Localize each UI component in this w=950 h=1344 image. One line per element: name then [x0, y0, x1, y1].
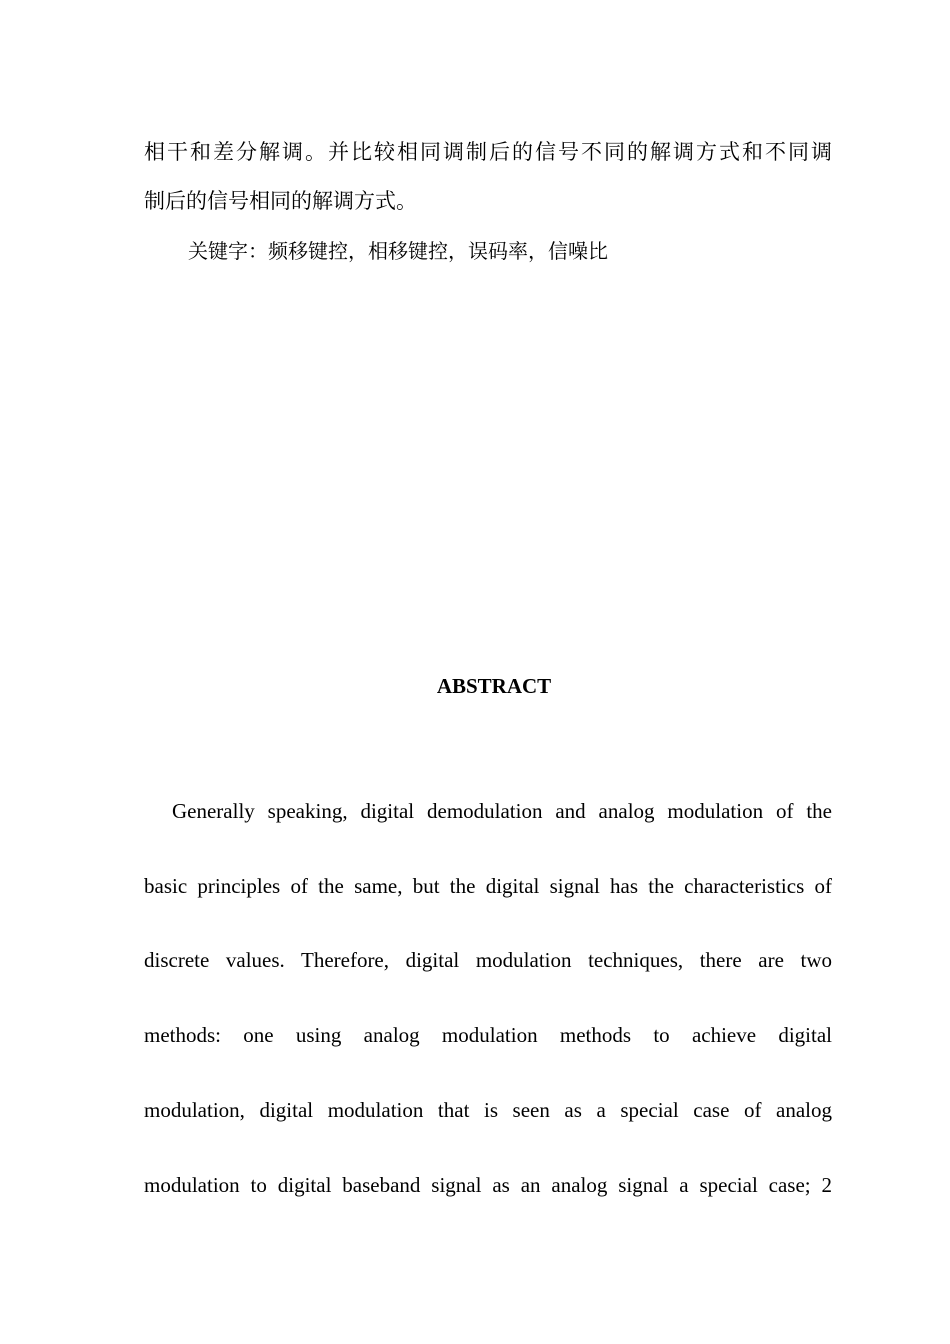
abstract-heading: ABSTRACT	[436, 674, 552, 698]
chinese-paragraph-line-2: 制后的信号相同的解调方式。	[144, 189, 417, 213]
abstract-line-5: modulation, digital modulation that is seen as a special case of analog	[144, 1098, 832, 1122]
abstract-line-2: basic principles of the same, but the digital signal has the characteristics of	[144, 874, 832, 898]
abstract-line-1: Generally speaking, digital demodulation and analog modulation of the	[172, 799, 832, 823]
keywords-line: 关键字：频移键控，相移键控，误码率，信噪比	[188, 239, 608, 263]
abstract-line-3: discrete values. Therefore, digital modulation techniques, there are two	[144, 948, 832, 972]
abstract-line-4: methods: one using analog modulation methods to achieve digital	[144, 1023, 832, 1047]
chinese-paragraph-line-1: 相干和差分解调。并比较相同调制后的信号不同的解调方式和不同调	[144, 140, 832, 164]
abstract-line-6: modulation to digital baseband signal as an analog signal a special case; 2	[144, 1173, 832, 1197]
